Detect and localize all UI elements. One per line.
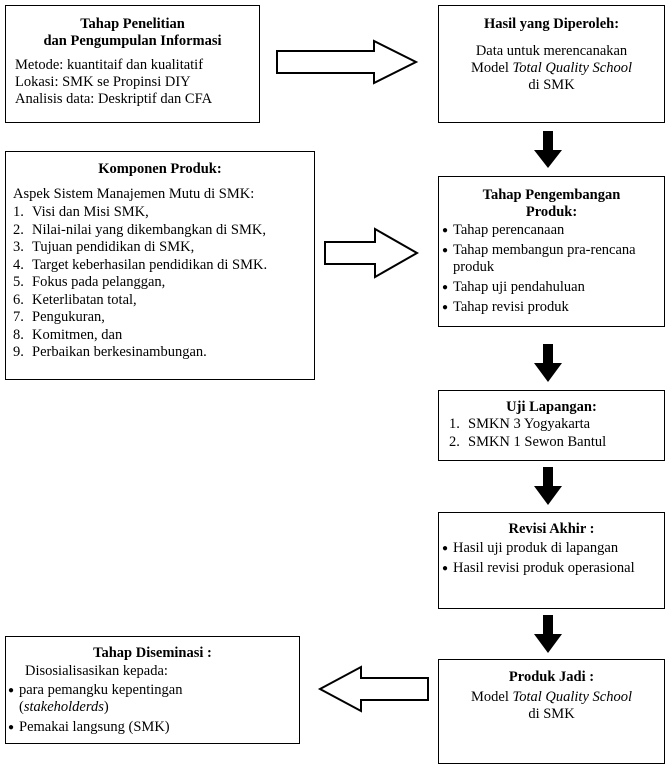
field-test-item-number: 2.: [449, 433, 460, 450]
research-title-line1: Tahap Penelitian: [80, 16, 185, 32]
component-item-number: 6.: [13, 291, 24, 308]
dissemination-direct-users-text: Pemakai langsung (SMK): [19, 719, 170, 735]
result-title: Hasil yang Diperoleh:: [483, 16, 620, 32]
development-item-text: Tahap revisi produk: [453, 299, 569, 315]
bullet-icon: ●: [442, 543, 449, 554]
component-item-text: Nilai-nilai yang dikembangkan di SMK,: [32, 221, 266, 238]
field-test-item-text: SMKN 3 Yogyakarta: [468, 416, 591, 432]
bullet-icon: ●: [8, 722, 15, 733]
solid-down-arrow-icon: [534, 131, 562, 168]
component-item-text: Keterlibatan total,: [32, 291, 137, 308]
component-item-text: Pengukuran,: [32, 309, 105, 325]
solid-down-arrow-icon: [534, 344, 562, 382]
dissemination-stakeholders-italic: stakeholderds: [23, 699, 104, 715]
research-method: Metode: kuantitaif dan kualitatif: [15, 57, 204, 73]
product-component-intro: Aspek Sistem Manajemen Mutu di SMK:: [13, 186, 255, 202]
hollow-right-arrow-icon: [325, 229, 417, 277]
research-location: Lokasi: SMK se Propinsi DIY: [15, 74, 191, 90]
result-line2-pre: Model: [471, 60, 513, 76]
component-item-number: 3.: [13, 239, 24, 255]
product-component-title: Komponen Produk:: [98, 161, 222, 177]
component-item-number: 5.: [13, 274, 24, 290]
revision-item-text: Hasil revisi produk operasional: [453, 560, 635, 576]
bullet-icon: ●: [442, 245, 449, 256]
development-title-line1: Tahap Pengembangan: [482, 187, 621, 203]
final-product-line1-pre: Model: [471, 689, 513, 705]
research-analysis: Analisis data: Deskriptif dan CFA: [15, 91, 213, 107]
solid-down-arrow-icon: [534, 615, 562, 653]
component-item-number: 2.: [13, 221, 24, 238]
research-title-line2: dan Pengumpulan Informasi: [43, 33, 222, 49]
final-product-line1-italic: Total Quality School: [512, 689, 632, 705]
revision-item-text: Hasil uji produk di lapangan: [453, 540, 619, 556]
development-item-text: Tahap uji pendahuluan: [453, 279, 585, 295]
dissemination-paren-close: ): [103, 699, 109, 715]
hollow-left-arrow-icon: [320, 667, 428, 711]
development-title-line2: Produk:: [525, 204, 578, 220]
dissemination-stage-title: Tahap Diseminasi :: [93, 645, 212, 661]
component-item-number: 1.: [13, 204, 24, 220]
field-test-item-text: SMKN 1 Sewon Bantul: [468, 433, 607, 450]
field-test-item-number: 1.: [449, 416, 460, 432]
development-item-text: Tahap perencanaan: [453, 222, 565, 238]
component-item-text: Target keberhasilan pendidikan di SMK.: [32, 256, 268, 273]
development-item-text: Tahap membangun pra-rencana produk: [453, 242, 636, 275]
component-item-number: 9.: [13, 344, 24, 360]
final-product-line2: di SMK: [528, 706, 575, 722]
dissemination-intro: Disosialisasikan kepada:: [25, 663, 168, 679]
solid-down-arrow-icon: [534, 467, 562, 505]
component-item-number: 4.: [13, 256, 24, 273]
result-line1: Data untuk merencanakan: [475, 43, 628, 59]
component-item-number: 8.: [13, 326, 24, 343]
bullet-icon: ●: [8, 685, 15, 696]
bullet-icon: ●: [442, 282, 449, 293]
component-item-text: Komitmen, dan: [32, 326, 123, 343]
hollow-right-arrow-icon: [277, 41, 416, 83]
component-item-text: Visi dan Misi SMK,: [32, 204, 149, 220]
result-line2-italic: Total Quality School: [512, 60, 632, 76]
bullet-icon: ●: [442, 563, 449, 574]
result-line3: di SMK: [528, 77, 575, 93]
bullet-icon: ●: [442, 225, 449, 236]
field-test-title: Uji Lapangan:: [506, 399, 597, 415]
final-product-title: Produk Jadi :: [508, 669, 595, 685]
dissemination-stakeholders-line1: para pemangku kepentingan: [19, 682, 183, 698]
final-revision-title: Revisi Akhir :: [508, 521, 595, 537]
component-item-text: Perbaikan berkesinambungan.: [32, 344, 207, 360]
component-item-text: Fokus pada pelanggan,: [32, 274, 166, 290]
component-item-number: 7.: [13, 309, 24, 325]
bullet-icon: ●: [442, 302, 449, 313]
component-item-text: Tujuan pendidikan di SMK,: [32, 239, 195, 255]
dissemination-paren-open: (: [19, 699, 24, 715]
